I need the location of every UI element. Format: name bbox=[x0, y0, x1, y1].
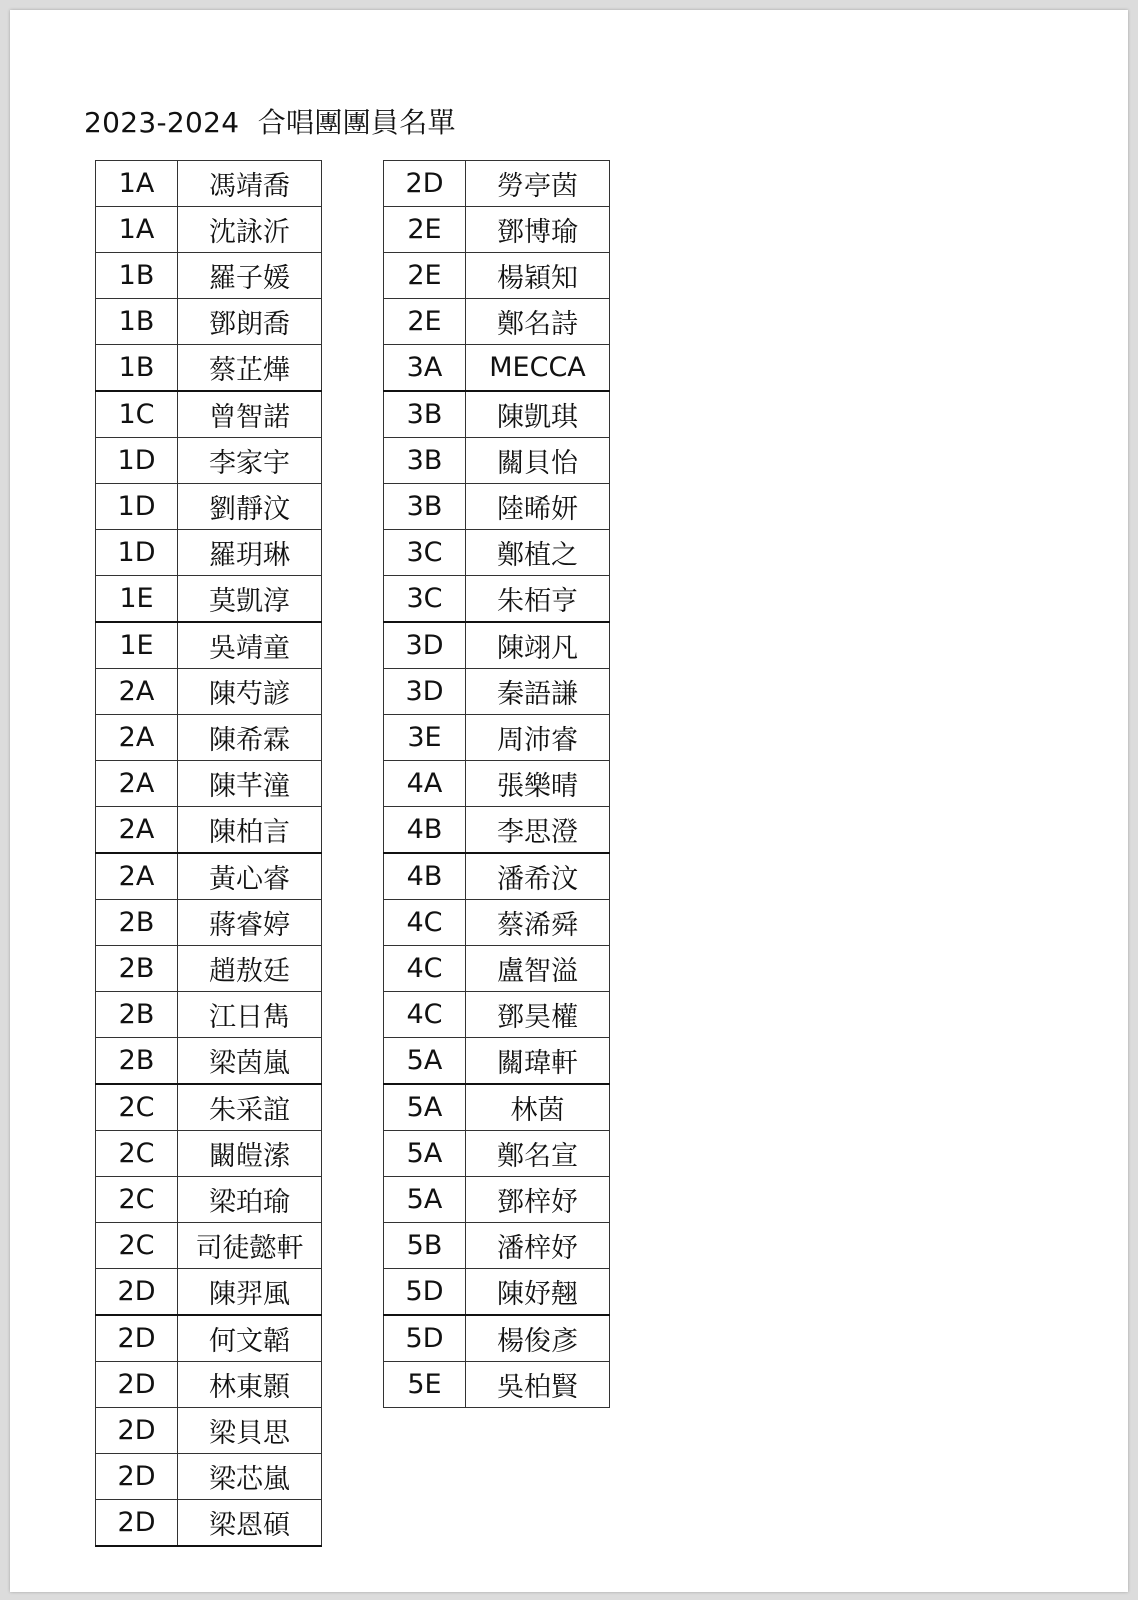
class-cell: 1E bbox=[96, 622, 178, 669]
class-cell: 1A bbox=[96, 161, 178, 207]
table-row bbox=[384, 900, 610, 946]
table-row bbox=[384, 853, 610, 900]
table-row bbox=[384, 761, 610, 807]
class-cell: 2A bbox=[96, 853, 178, 900]
table-row bbox=[384, 1362, 610, 1408]
document-page bbox=[10, 10, 1128, 1592]
table-row bbox=[384, 161, 610, 207]
table-row bbox=[384, 992, 610, 1038]
class-cell: 5A bbox=[384, 1084, 466, 1131]
name-cell: 羅玥琳 bbox=[178, 530, 322, 576]
class-cell: 4A bbox=[384, 761, 466, 807]
name-cell: 鄭植之 bbox=[466, 530, 610, 576]
name-cell: 陳翊凡 bbox=[466, 622, 610, 669]
name-cell: 周沛睿 bbox=[466, 715, 610, 761]
table-row bbox=[96, 345, 322, 392]
class-cell: 2D bbox=[96, 1269, 178, 1316]
table-row bbox=[96, 1408, 322, 1454]
class-cell: 3C bbox=[384, 530, 466, 576]
table-row bbox=[96, 853, 322, 900]
class-cell: 1B bbox=[96, 299, 178, 345]
name-cell: 劉靜汶 bbox=[178, 484, 322, 530]
table-row bbox=[96, 1084, 322, 1131]
table-row bbox=[96, 761, 322, 807]
table-row bbox=[384, 807, 610, 854]
name-cell: 梁恩碩 bbox=[178, 1500, 322, 1547]
class-cell: 2E bbox=[384, 299, 466, 345]
name-cell: 陳羿風 bbox=[178, 1269, 322, 1316]
name-cell: 羅子媛 bbox=[178, 253, 322, 299]
class-cell: 5D bbox=[384, 1269, 466, 1316]
name-cell: 沈詠沂 bbox=[178, 207, 322, 253]
name-cell: 林茵 bbox=[466, 1084, 610, 1131]
page-title: 2023-2024 合唱團團員名單 bbox=[84, 106, 456, 139]
class-cell: 2B bbox=[96, 1038, 178, 1085]
table-row bbox=[96, 299, 322, 345]
name-cell: 張樂晴 bbox=[466, 761, 610, 807]
table-row bbox=[96, 1500, 322, 1547]
name-cell: 楊穎知 bbox=[466, 253, 610, 299]
table-row bbox=[384, 1223, 610, 1269]
name-cell: 鄧朗喬 bbox=[178, 299, 322, 345]
name-cell: 楊俊彥 bbox=[466, 1315, 610, 1362]
class-cell: 2D bbox=[96, 1362, 178, 1408]
table-row bbox=[96, 207, 322, 253]
name-cell: 鄭名詩 bbox=[466, 299, 610, 345]
name-cell: 何文韜 bbox=[178, 1315, 322, 1362]
class-cell: 2E bbox=[384, 207, 466, 253]
class-cell: 5D bbox=[384, 1315, 466, 1362]
class-cell: 1E bbox=[96, 576, 178, 623]
name-cell: 蔡浠舜 bbox=[466, 900, 610, 946]
class-cell: 3E bbox=[384, 715, 466, 761]
name-cell: 曾智諾 bbox=[178, 391, 322, 438]
class-cell: 3B bbox=[384, 484, 466, 530]
table-row bbox=[384, 345, 610, 392]
table-row bbox=[384, 1315, 610, 1362]
table-row bbox=[384, 1269, 610, 1316]
name-cell: 陸晞妍 bbox=[466, 484, 610, 530]
table-row bbox=[96, 807, 322, 854]
table-row bbox=[96, 946, 322, 992]
name-cell: 林東顥 bbox=[178, 1362, 322, 1408]
class-cell: 5A bbox=[384, 1038, 466, 1085]
name-cell: 梁珀瑜 bbox=[178, 1177, 322, 1223]
name-cell: 司徒懿軒 bbox=[178, 1223, 322, 1269]
name-cell: 鄧昊權 bbox=[466, 992, 610, 1038]
table-row bbox=[96, 438, 322, 484]
name-cell: 梁芯嵐 bbox=[178, 1454, 322, 1500]
name-cell: 陳希霖 bbox=[178, 715, 322, 761]
table-row bbox=[384, 1038, 610, 1085]
name-cell: 蔡芷燁 bbox=[178, 345, 322, 392]
name-cell: 鄧梓妤 bbox=[466, 1177, 610, 1223]
name-cell: 盧智溢 bbox=[466, 946, 610, 992]
table-row bbox=[384, 438, 610, 484]
class-cell: 3D bbox=[384, 669, 466, 715]
name-cell: 關瑋軒 bbox=[466, 1038, 610, 1085]
class-cell: 1D bbox=[96, 484, 178, 530]
class-cell: 1C bbox=[96, 391, 178, 438]
class-cell: 2D bbox=[96, 1315, 178, 1362]
class-cell: 3C bbox=[384, 576, 466, 623]
class-cell: 4C bbox=[384, 946, 466, 992]
table-row bbox=[384, 391, 610, 438]
name-cell: 陳芊潼 bbox=[178, 761, 322, 807]
name-cell: 鄧博瑜 bbox=[466, 207, 610, 253]
table-row bbox=[384, 530, 610, 576]
class-cell: 5A bbox=[384, 1131, 466, 1177]
class-cell: 3B bbox=[384, 391, 466, 438]
table-row bbox=[96, 1315, 322, 1362]
class-cell: 2C bbox=[96, 1177, 178, 1223]
class-cell: 4B bbox=[384, 807, 466, 854]
name-cell: 梁貝思 bbox=[178, 1408, 322, 1454]
class-cell: 4B bbox=[384, 853, 466, 900]
table-row bbox=[96, 622, 322, 669]
class-cell: 2B bbox=[96, 992, 178, 1038]
table-row bbox=[384, 253, 610, 299]
name-cell: 莫凱淳 bbox=[178, 576, 322, 623]
name-cell: 秦語謙 bbox=[466, 669, 610, 715]
name-cell: 陳凱琪 bbox=[466, 391, 610, 438]
table-row bbox=[96, 1038, 322, 1085]
table-row bbox=[384, 207, 610, 253]
name-cell: 潘梓妤 bbox=[466, 1223, 610, 1269]
table-row bbox=[96, 669, 322, 715]
class-cell: 3A bbox=[384, 345, 466, 392]
table-row bbox=[384, 1177, 610, 1223]
roster-table-left bbox=[95, 160, 322, 1547]
class-cell: 2A bbox=[96, 807, 178, 854]
table-row bbox=[384, 715, 610, 761]
name-cell: 勞亭茵 bbox=[466, 161, 610, 207]
table-row bbox=[96, 1269, 322, 1316]
table-row bbox=[384, 1131, 610, 1177]
class-cell: 4C bbox=[384, 900, 466, 946]
class-cell: 2C bbox=[96, 1084, 178, 1131]
class-cell: 2A bbox=[96, 761, 178, 807]
class-cell: 2D bbox=[384, 161, 466, 207]
name-cell: 陳芍諺 bbox=[178, 669, 322, 715]
table-row bbox=[96, 1362, 322, 1408]
table-row bbox=[96, 900, 322, 946]
name-cell: 陳妤翹 bbox=[466, 1269, 610, 1316]
class-cell: 4C bbox=[384, 992, 466, 1038]
name-cell: 江日雋 bbox=[178, 992, 322, 1038]
class-cell: 1B bbox=[96, 345, 178, 392]
table-row bbox=[384, 622, 610, 669]
table-row bbox=[96, 391, 322, 438]
table-row bbox=[96, 992, 322, 1038]
table-row bbox=[96, 1177, 322, 1223]
name-cell: 梁茵嵐 bbox=[178, 1038, 322, 1085]
name-cell: 趙敖廷 bbox=[178, 946, 322, 992]
class-cell: 1A bbox=[96, 207, 178, 253]
class-cell: 5B bbox=[384, 1223, 466, 1269]
class-cell: 5E bbox=[384, 1362, 466, 1408]
name-cell: MECCA bbox=[466, 345, 610, 392]
name-cell: 朱栢亨 bbox=[466, 576, 610, 623]
table-row bbox=[96, 484, 322, 530]
class-cell: 2D bbox=[96, 1454, 178, 1500]
table-row bbox=[96, 1223, 322, 1269]
name-cell: 吳柏賢 bbox=[466, 1362, 610, 1408]
class-cell: 1B bbox=[96, 253, 178, 299]
table-row bbox=[96, 1131, 322, 1177]
class-cell: 2E bbox=[384, 253, 466, 299]
class-cell: 3D bbox=[384, 622, 466, 669]
table-row bbox=[384, 299, 610, 345]
class-cell: 2A bbox=[96, 669, 178, 715]
name-cell: 李思澄 bbox=[466, 807, 610, 854]
class-cell: 2B bbox=[96, 946, 178, 992]
table-row bbox=[96, 161, 322, 207]
class-cell: 2C bbox=[96, 1131, 178, 1177]
name-cell: 陳柏言 bbox=[178, 807, 322, 854]
class-cell: 5A bbox=[384, 1177, 466, 1223]
name-cell: 關貝怡 bbox=[466, 438, 610, 484]
table-row bbox=[96, 1454, 322, 1500]
table-row bbox=[96, 715, 322, 761]
name-cell: 鄭名宣 bbox=[466, 1131, 610, 1177]
class-cell: 2A bbox=[96, 715, 178, 761]
name-cell: 馮靖喬 bbox=[178, 161, 322, 207]
name-cell: 朱采誼 bbox=[178, 1084, 322, 1131]
name-cell: 闞皚溹 bbox=[178, 1131, 322, 1177]
table-row bbox=[384, 1084, 610, 1131]
name-cell: 李家宇 bbox=[178, 438, 322, 484]
name-cell: 蔣睿婷 bbox=[178, 900, 322, 946]
roster-table-right bbox=[383, 160, 610, 1408]
class-cell: 1D bbox=[96, 438, 178, 484]
class-cell: 2D bbox=[96, 1408, 178, 1454]
table-row bbox=[384, 669, 610, 715]
class-cell: 2B bbox=[96, 900, 178, 946]
class-cell: 3B bbox=[384, 438, 466, 484]
class-cell: 2C bbox=[96, 1223, 178, 1269]
table-row bbox=[96, 253, 322, 299]
table-row bbox=[384, 576, 610, 623]
name-cell: 吳靖童 bbox=[178, 622, 322, 669]
name-cell: 黃心睿 bbox=[178, 853, 322, 900]
table-row bbox=[96, 530, 322, 576]
table-row bbox=[384, 946, 610, 992]
class-cell: 1D bbox=[96, 530, 178, 576]
table-row bbox=[96, 576, 322, 623]
table-row bbox=[384, 484, 610, 530]
name-cell: 潘希汶 bbox=[466, 853, 610, 900]
class-cell: 2D bbox=[96, 1500, 178, 1547]
